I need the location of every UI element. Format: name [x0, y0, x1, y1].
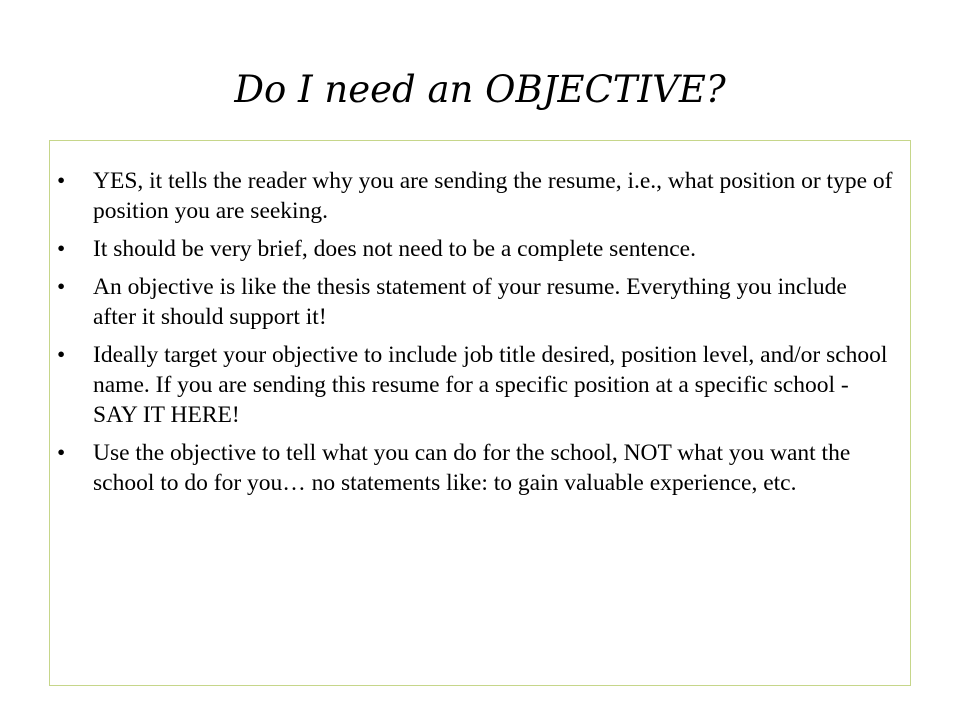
bullet-icon: •	[57, 168, 66, 194]
bullet-icon: •	[57, 342, 66, 368]
bullet-text: It should be very brief, does not need to be a complete sentence.	[93, 236, 696, 262]
bullet-item	[55, 340, 895, 430]
bullet-text: Use the objective to tell what you can do for the school, NOT what you want the school to do for you… no statements like: to gain valuable experience, etc.	[93, 440, 851, 496]
bullet-icon: •	[57, 274, 66, 300]
bullet-item	[55, 272, 895, 332]
bullet-item	[55, 234, 895, 264]
bullet-icon: •	[57, 236, 66, 262]
bullet-icon: •	[57, 440, 66, 466]
bullet-item	[55, 438, 895, 498]
bullet-text: An objective is like the thesis statement of your resume. Everything you include after it should support it!	[93, 274, 847, 330]
bullet-text: Ideally target your objective to include job title desired, position level, and/or school name. If you are sending this resume for a specific position at a specific school - SAY IT HERE!	[93, 342, 888, 428]
bullet-item	[55, 166, 895, 226]
bullet-list	[55, 166, 895, 506]
bullet-text: YES, it tells the reader why you are sending the resume, i.e., what position or type of position you are seeking.	[93, 168, 893, 224]
slide-title: Do I need an OBJECTIVE?	[234, 68, 726, 111]
